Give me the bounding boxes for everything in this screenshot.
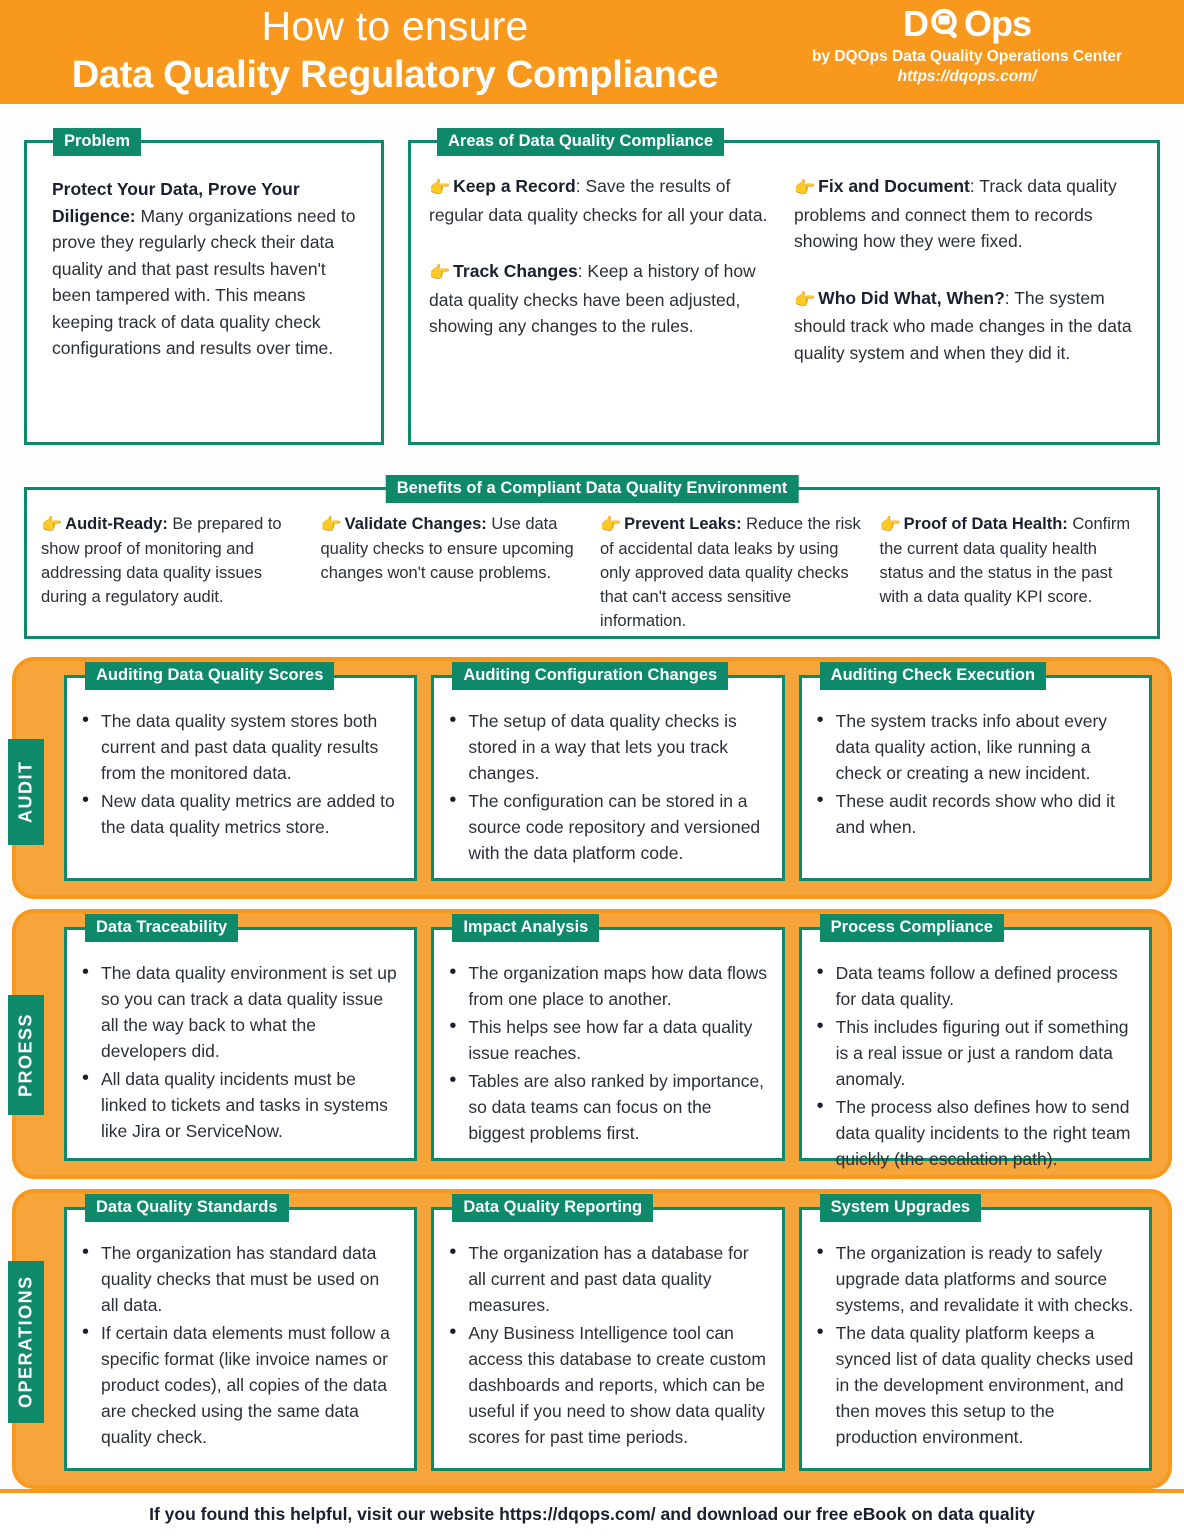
dqops-logo: [802, 4, 1132, 44]
card-bullet: • These audit records show who did it and when.: [836, 788, 1135, 840]
areas-item-sep: :: [1004, 287, 1015, 308]
card: [64, 918, 417, 1161]
panel-areas: [408, 132, 1160, 445]
card-bullet: • All data quality incidents must be linked to tickets and tasks in systems like Jira or ServiceNow.: [101, 1066, 400, 1144]
card-bullet-list: [802, 678, 1149, 852]
card-title: Auditing Check Execution: [820, 662, 1046, 690]
card: [799, 1198, 1152, 1471]
problem-lead: Protect Your Data, Prove Your Diligence:: [52, 179, 300, 226]
footer-part1: If you found this helpful, visit our website: [149, 1504, 500, 1524]
card-bullet: • The data quality environment is set up so you can track a data quality issue all the way back to what the developers did.: [101, 960, 400, 1064]
card-bullet-list: [434, 930, 781, 1158]
areas-item-lead: Track Changes: [453, 261, 578, 281]
card-bullet: • Tables are also ranked by importance, so data teams can focus on the biggest problems first.: [468, 1068, 767, 1146]
brand-byline: by DQOps Data Quality Operations Center: [811, 48, 1123, 65]
card: [799, 918, 1152, 1169]
card-bullet-list: [802, 1210, 1149, 1462]
pointing-hand-icon: 👉: [429, 178, 451, 197]
footer-url[interactable]: https://dqops.com/: [499, 1504, 656, 1524]
benefit-text: Confirm the current data quality health status and the status in the past with a data quality KPI score.: [879, 515, 1131, 606]
band-operations-cards: [16, 1193, 1168, 1485]
pointing-hand-icon: 👉: [41, 515, 63, 534]
card: [431, 1198, 784, 1471]
benefit-text: Use data quality checks to ensure upcoming changes won't cause problems.: [320, 515, 574, 582]
card-bullet: • The data quality platform keeps a synced list of data quality checks used in the development environment, and then moves this setup to the production environment.: [836, 1320, 1135, 1450]
band-tab-audit: AUDIT: [8, 739, 44, 845]
card-title: Impact Analysis: [452, 914, 599, 942]
panel-problem-content: [27, 143, 381, 362]
areas-item-sep: :: [969, 176, 980, 196]
card: [64, 1198, 417, 1471]
band-audit-cards: [16, 661, 1168, 895]
header-subtitle: How to ensure: [261, 3, 529, 49]
card-bullet: • The process also defines how to send data quality incidents to the right team quickly (the escalation path).: [836, 1094, 1135, 1172]
card-bullet: • The organization has standard data quality checks that must be used on all data.: [101, 1240, 400, 1318]
band-process-cards: [16, 913, 1168, 1175]
pointing-hand-icon: 👉: [794, 178, 816, 197]
areas-item: [429, 173, 776, 228]
benefit-lead: Prevent Leaks:: [624, 515, 742, 533]
card-bullet-list: [434, 1210, 781, 1462]
areas-item: [794, 285, 1141, 367]
card-title: Data Quality Standards: [85, 1194, 289, 1222]
areas-item-lead: Fix and Document: [818, 176, 970, 196]
card: [799, 666, 1152, 881]
card-title: Data Quality Reporting: [452, 1194, 653, 1222]
card-bullet-list: [67, 678, 414, 852]
pointing-hand-icon: 👉: [794, 289, 816, 309]
magnifier-q-icon: [929, 7, 963, 41]
card-bullet: • The organization has a database for all current and past data quality measures.: [468, 1240, 767, 1318]
card-title: System Upgrades: [820, 1194, 981, 1222]
footer-bar: [0, 1489, 1184, 1536]
pointing-hand-icon: 👉: [600, 515, 622, 534]
benefit-item: [321, 512, 585, 633]
card-bullet: • The setup of data quality checks is stored in a way that lets you track changes.: [468, 708, 767, 786]
card: [64, 666, 417, 881]
card-bullet-list: [67, 1210, 414, 1462]
card-title: Process Compliance: [820, 914, 1004, 942]
areas-columns: [411, 143, 1157, 388]
header-title: Data Quality Regulatory Compliance: [71, 54, 719, 96]
card-title: Auditing Data Quality Scores: [85, 662, 334, 690]
areas-item-lead: Who Did What, When?: [818, 287, 1005, 308]
panel-problem: [24, 132, 384, 445]
problem-paragraph: [52, 176, 367, 362]
card-bullet: • This includes figuring out if something is a real issue or just a random data anomaly.: [836, 1014, 1135, 1092]
header-banner: [0, 0, 1184, 104]
logo-text-ops: Ops: [963, 3, 1031, 44]
areas-item-text: The system should track who made changes in the data quality system and when they did it.: [794, 287, 1132, 363]
benefit-item: [600, 512, 864, 633]
areas-item-sep: :: [577, 261, 588, 281]
benefit-lead: Validate Changes:: [344, 515, 487, 533]
benefit-item: [41, 512, 305, 633]
benefit-item: [880, 512, 1144, 633]
footer-part2: and download our free eBook on data quality: [655, 1504, 1035, 1524]
card-title: Data Traceability: [85, 914, 238, 942]
card-bullet: • The organization is ready to safely upgrade data platforms and source systems, and revalidate it with checks.: [836, 1240, 1135, 1318]
panel-benefits-label: Benefits of a Compliant Data Quality Environment: [386, 475, 799, 503]
pointing-hand-icon: 👉: [879, 515, 901, 534]
card-title: Auditing Configuration Changes: [452, 662, 728, 690]
areas-item: [794, 173, 1141, 255]
logo-text-d: D: [902, 3, 928, 44]
card: [431, 918, 784, 1161]
card-bullet: • This helps see how far a data quality issue reaches.: [468, 1014, 767, 1066]
card-bullet-list: [802, 930, 1149, 1184]
card-bullet: • Any Business Intelligence tool can access this database to create custom dashboards and reports, which can be useful if you need to show data quality scores for past time periods.: [468, 1320, 767, 1450]
brand-url[interactable]: https://dqops.com/: [897, 68, 1037, 85]
pointing-hand-icon: 👉: [429, 263, 451, 282]
card-bullet: • If certain data elements must follow a specific format (like invoice names or product codes), all copies of the data are checked using the same data quality check.: [101, 1320, 400, 1450]
band-audit: [12, 657, 1172, 899]
card-bullet: • The configuration can be stored in a source code repository and versioned with the data platform code.: [468, 788, 767, 866]
pointing-hand-icon: 👉: [320, 515, 342, 534]
brand-block: [802, 4, 1132, 87]
problem-text: Many organizations need to prove they regularly check their data quality and that past results haven't been tampered with. This means keeping track of data quality check configurations and results over time.: [52, 205, 356, 358]
panel-areas-label: Areas of Data Quality Compliance: [437, 128, 724, 156]
band-tab-operations: OPERATIONS: [8, 1261, 44, 1423]
areas-item-text: Keep a history of how data quality checks have been adjusted, showing any changes to the rules.: [429, 261, 756, 336]
areas-item-text: Save the results of regular data quality checks for all your data.: [429, 176, 768, 225]
band-process: [12, 909, 1172, 1179]
card-bullet: • The data quality system stores both current and past data quality results from the monitored data.: [101, 708, 400, 786]
card: [431, 666, 784, 881]
areas-item-text: Track data quality problems and connect them to records showing how they were fixed.: [794, 176, 1117, 251]
card-bullet: • The system tracks info about every data quality action, like running a check or creating a new incident.: [836, 708, 1135, 786]
areas-column-right: [794, 173, 1141, 388]
benefit-text: Reduce the risk of accidental data leaks by using only approved data quality checks that can't access sensitive information.: [600, 515, 861, 630]
band-tab-process: PROESS: [8, 995, 44, 1115]
band-operations: [12, 1189, 1172, 1489]
benefit-lead: Audit-Ready:: [65, 515, 168, 533]
card-bullet: • New data quality metrics are added to the data quality metrics store.: [101, 788, 400, 840]
areas-item-lead: Keep a Record: [453, 176, 576, 196]
benefit-lead: Proof of Data Health:: [903, 515, 1068, 533]
areas-column-left: [429, 173, 776, 388]
areas-item-sep: :: [575, 176, 586, 196]
header-title-group: [0, 0, 790, 98]
card-bullet-list: [434, 678, 781, 878]
card-bullet: • The organization maps how data flows from one place to another.: [468, 960, 767, 1012]
card-bullet: • Data teams follow a defined process for data quality.: [836, 960, 1135, 1012]
areas-item: [429, 258, 776, 340]
benefit-text: Be prepared to show proof of monitoring and addressing data quality issues during a regulatory audit.: [41, 515, 282, 606]
panel-problem-label: Problem: [53, 128, 141, 156]
footer-text: [149, 1504, 1035, 1525]
benefits-columns: [27, 490, 1157, 633]
card-bullet-list: [67, 930, 414, 1156]
panel-benefits: [24, 479, 1160, 639]
